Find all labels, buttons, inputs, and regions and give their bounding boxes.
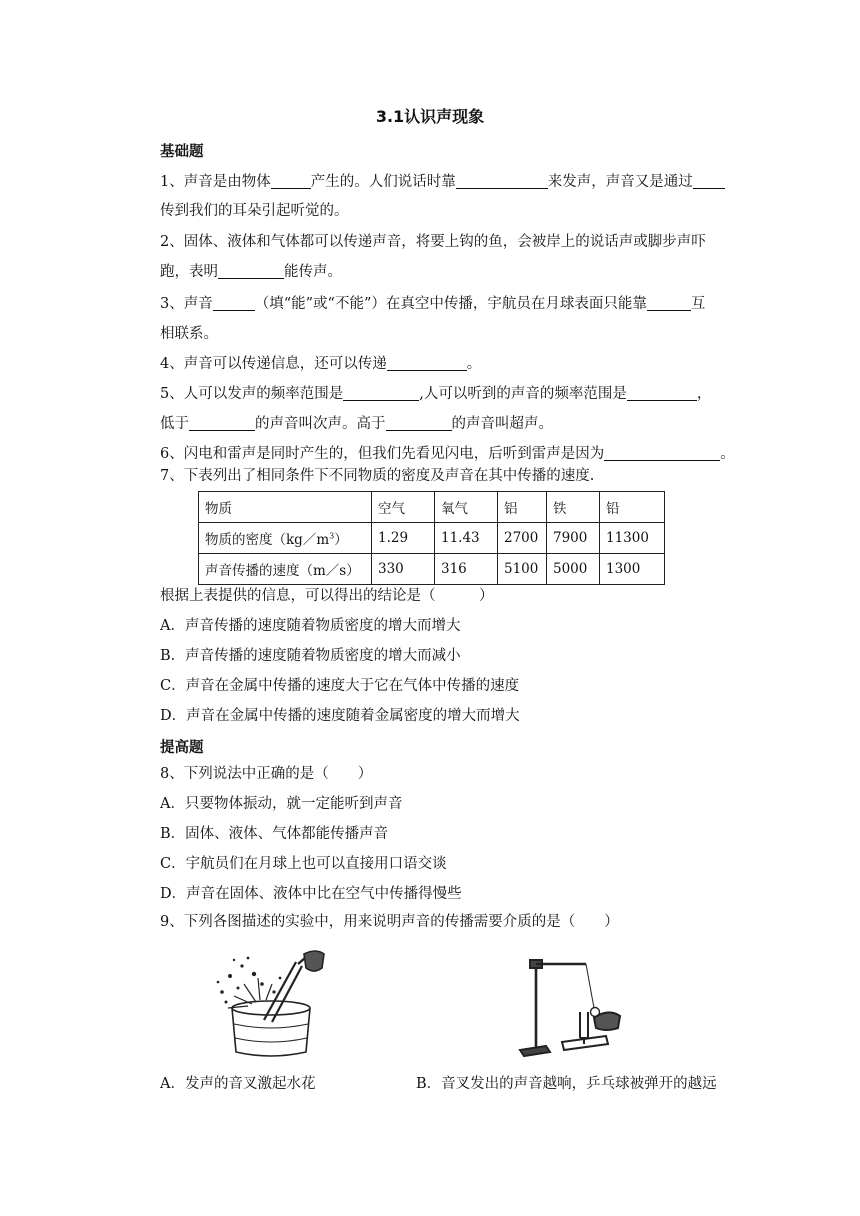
question-3-line-1: 3、声音 （填“能”或“不能”）在真空中传播，宇航员在月球表面只能靠 互 — [160, 296, 706, 312]
answer-blank[interactable] — [693, 172, 725, 189]
question-7-option-b[interactable]: B．声音传播的速度随着物质密度的增大而减小 — [160, 648, 461, 664]
answer-blank[interactable] — [213, 294, 255, 311]
table-header-cell: 铁 — [547, 492, 600, 523]
question-7-option-c[interactable]: C．声音在金属中传播的速度大于它在气体中传播的速度 — [160, 678, 520, 694]
figure-b-caption[interactable]: B．音叉发出的声音越响，乒乓球被弹开的越远 — [416, 1076, 717, 1092]
question-5-line-1: 5、人可以发声的频率范围是 ,人可以听到的声音的频率范围是 ， — [160, 386, 712, 402]
table-header-cell: 铝 — [498, 492, 547, 523]
table-header-row — [199, 492, 665, 523]
table-row-label: 物质的密度$(kg/m^3)$ — [199, 523, 372, 554]
question-7-stem: 7、下表列出了相同条件下不同物质的密度及声音在其中传播的速度. — [160, 468, 595, 484]
density-speed-table — [198, 491, 665, 585]
section-heading-basic: 基础题 — [160, 144, 204, 160]
figure-a-caption[interactable]: A．发声的音叉激起水花 — [160, 1076, 316, 1092]
table-cell: 5100 — [498, 554, 547, 585]
answer-blank[interactable] — [189, 414, 255, 431]
question-8-option-d[interactable]: D．声音在固体、液体中比在空气中传播得慢些 — [160, 886, 462, 902]
table-cell: 316 — [435, 554, 498, 585]
answer-blank[interactable] — [271, 172, 311, 189]
question-5-line-2: 低于 的声音叫次声。高于 的声音叫超声。 — [160, 416, 553, 432]
answer-blank[interactable] — [343, 384, 419, 401]
question-7-option-a[interactable]: A．声音传播的速度随着物质密度的增大而增大 — [160, 618, 461, 634]
answer-blank[interactable] — [218, 262, 284, 279]
answer-blank[interactable] — [387, 354, 467, 371]
question-2-line-1: 2、固体、液体和气体都可以传递声音，将要上钩的鱼，会被岸上的说话声或脚步声吓 — [160, 234, 706, 250]
answer-blank[interactable] — [386, 414, 452, 431]
question-9-stem: 9、下列各图描述的实验中，用来说明声音的传播需要介质的是（ ） — [160, 914, 619, 930]
question-1-line-1: 1、声音是由物体 产生的。人们说话时靠 来发声，声音又是通过 — [160, 172, 735, 192]
answer-blank[interactable] — [647, 294, 691, 311]
table-cell: 1300 — [600, 554, 665, 585]
question-8-option-b[interactable]: B．固体、液体、气体都能传播声音 — [160, 826, 389, 842]
table-cell: 330 — [372, 554, 435, 585]
table-cell: 2700 — [498, 523, 547, 554]
table-header-cell: 氧气 — [435, 492, 498, 523]
section-heading-advanced: 提高题 — [160, 740, 204, 756]
table-header-cell: 空气 — [372, 492, 435, 523]
question-8-option-c[interactable]: C．宇航员们在月球上也可以直接用口语交谈 — [160, 856, 447, 872]
table-cell: 11300 — [600, 523, 665, 554]
answer-blank[interactable] — [456, 172, 548, 189]
table-header-cell: 铅 — [600, 492, 665, 523]
table-cell: 5000 — [547, 554, 600, 585]
question-1-line-2: 传到我们的耳朵引起听觉的。 — [160, 203, 349, 219]
page-title: 3.1认识声现象 — [375, 107, 485, 126]
table-cell: 7900 — [547, 523, 600, 554]
question-6: 6、闪电和雷声是同时产生的，但我们先看见闪电，后听到雷声是因为 。 — [160, 446, 735, 462]
question-4: 4、声音可以传递信息，还可以传递 。 — [160, 356, 482, 372]
question-2-line-2: 跑，表明 能传声。 — [160, 264, 342, 280]
answer-blank[interactable] — [604, 444, 720, 461]
table-row-density — [199, 523, 665, 554]
table-row-speed — [199, 554, 665, 585]
table-cell: 1.29 — [372, 523, 435, 554]
question-3-line-2: 相联系。 — [160, 326, 218, 342]
question-8-stem: 8、下列说法中正确的是（ ） — [160, 766, 373, 782]
tuning-fork-water-figure — [210, 948, 332, 1060]
table-cell: 11.43 — [435, 523, 498, 554]
question-8-option-a[interactable]: A．只要物体振动，就一定能听到声音 — [160, 796, 403, 812]
question-7-option-d[interactable]: D．声音在金属中传播的速度随着金属密度的增大而增大 — [160, 708, 520, 724]
tuning-fork-pingpong-figure — [510, 950, 630, 1060]
table-header-cell: 物质 — [199, 492, 372, 523]
answer-blank[interactable] — [627, 384, 697, 401]
question-7-prompt: 根据上表提供的信息，可以得出的结论是（ ） — [160, 588, 494, 604]
table-row-label: 声音传播的速度（m／s） — [199, 554, 372, 585]
